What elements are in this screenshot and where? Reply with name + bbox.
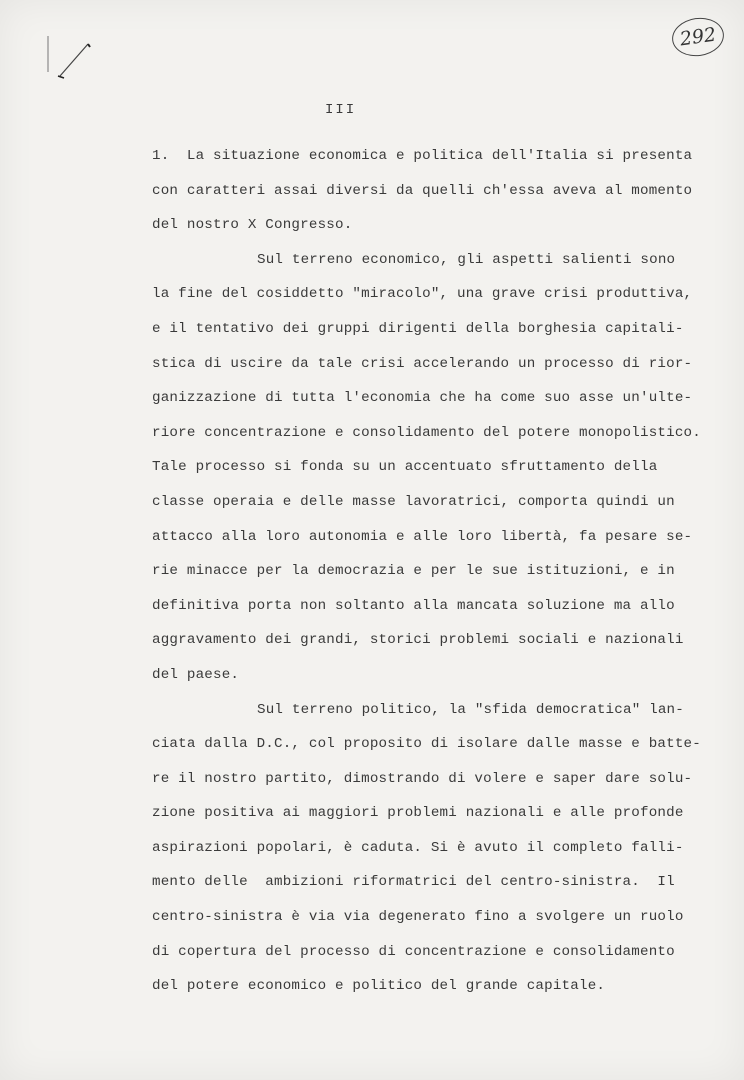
text-line: definitiva porta non soltanto alla mancata soluzione ma allo (152, 597, 675, 614)
body-text (152, 139, 712, 1004)
text-line: del nostro X Congresso. (152, 217, 353, 234)
text-line: aggravamento dei grandi, storici problemi sociali e nazionali (152, 632, 684, 649)
text-line: ciata dalla D.C., col proposito di isolare dalle masse e batte- (152, 736, 701, 753)
text-line: ganizzazione di tutta l'economia che ha come suo asse un'ulte- (152, 390, 693, 407)
text-line: riore concentrazione e consolidamento del potere monopolistico. (152, 424, 701, 441)
text-line: Tale processo si fonda su un accentuato sfruttamento della (152, 459, 658, 476)
text-line: zione positiva ai maggiori problemi nazionali e alle profonde (152, 805, 684, 822)
text-line: del paese. (152, 666, 240, 683)
pencil-mark-icon (38, 32, 98, 92)
page-number-stamp: 292 (670, 15, 727, 60)
chapter-heading: III (325, 102, 357, 118)
text-line: centro-sinistra è via via degenerato fino a svolgere un ruolo (152, 909, 684, 926)
text-line: stica di uscire da tale crisi accelerando un processo di rior- (152, 355, 693, 372)
text-line: e il tentativo dei gruppi dirigenti della borghesia capitali- (152, 320, 684, 337)
text-line: aspirazioni popolari, è caduta. Si è avuto il completo falli- (152, 839, 684, 856)
text-line: 1. La situazione economica e politica dell'Italia si presenta (152, 148, 693, 164)
text-line: rie minacce per la democrazia e per le sue istituzioni, e in (152, 563, 675, 580)
text-line: mento delle ambizioni riformatrici del centro-sinistra. Il (152, 874, 675, 891)
text-line: con caratteri assai diversi da quelli ch'essa aveva al momento (152, 182, 693, 199)
text-line: Sul terreno economico, gli aspetti salienti sono (257, 251, 676, 268)
text-line: del potere economico e politico del grande capitale. (152, 978, 606, 995)
text-line: attacco alla loro autonomia e alle loro libertà, fa pesare se- (152, 528, 693, 545)
text-line: classe operaia e delle masse lavoratrici, comporta quindi un (152, 493, 675, 510)
text-line: Sul terreno politico, la "sfida democratica" lan- (257, 701, 684, 718)
text-line: la fine del cosiddetto "miracolo", una grave crisi produttiva, (152, 286, 693, 303)
text-line: re il nostro partito, dimostrando di volere e saper dare solu- (152, 770, 693, 787)
text-line: di copertura del processo di concentrazione e consolidamento (152, 943, 675, 960)
